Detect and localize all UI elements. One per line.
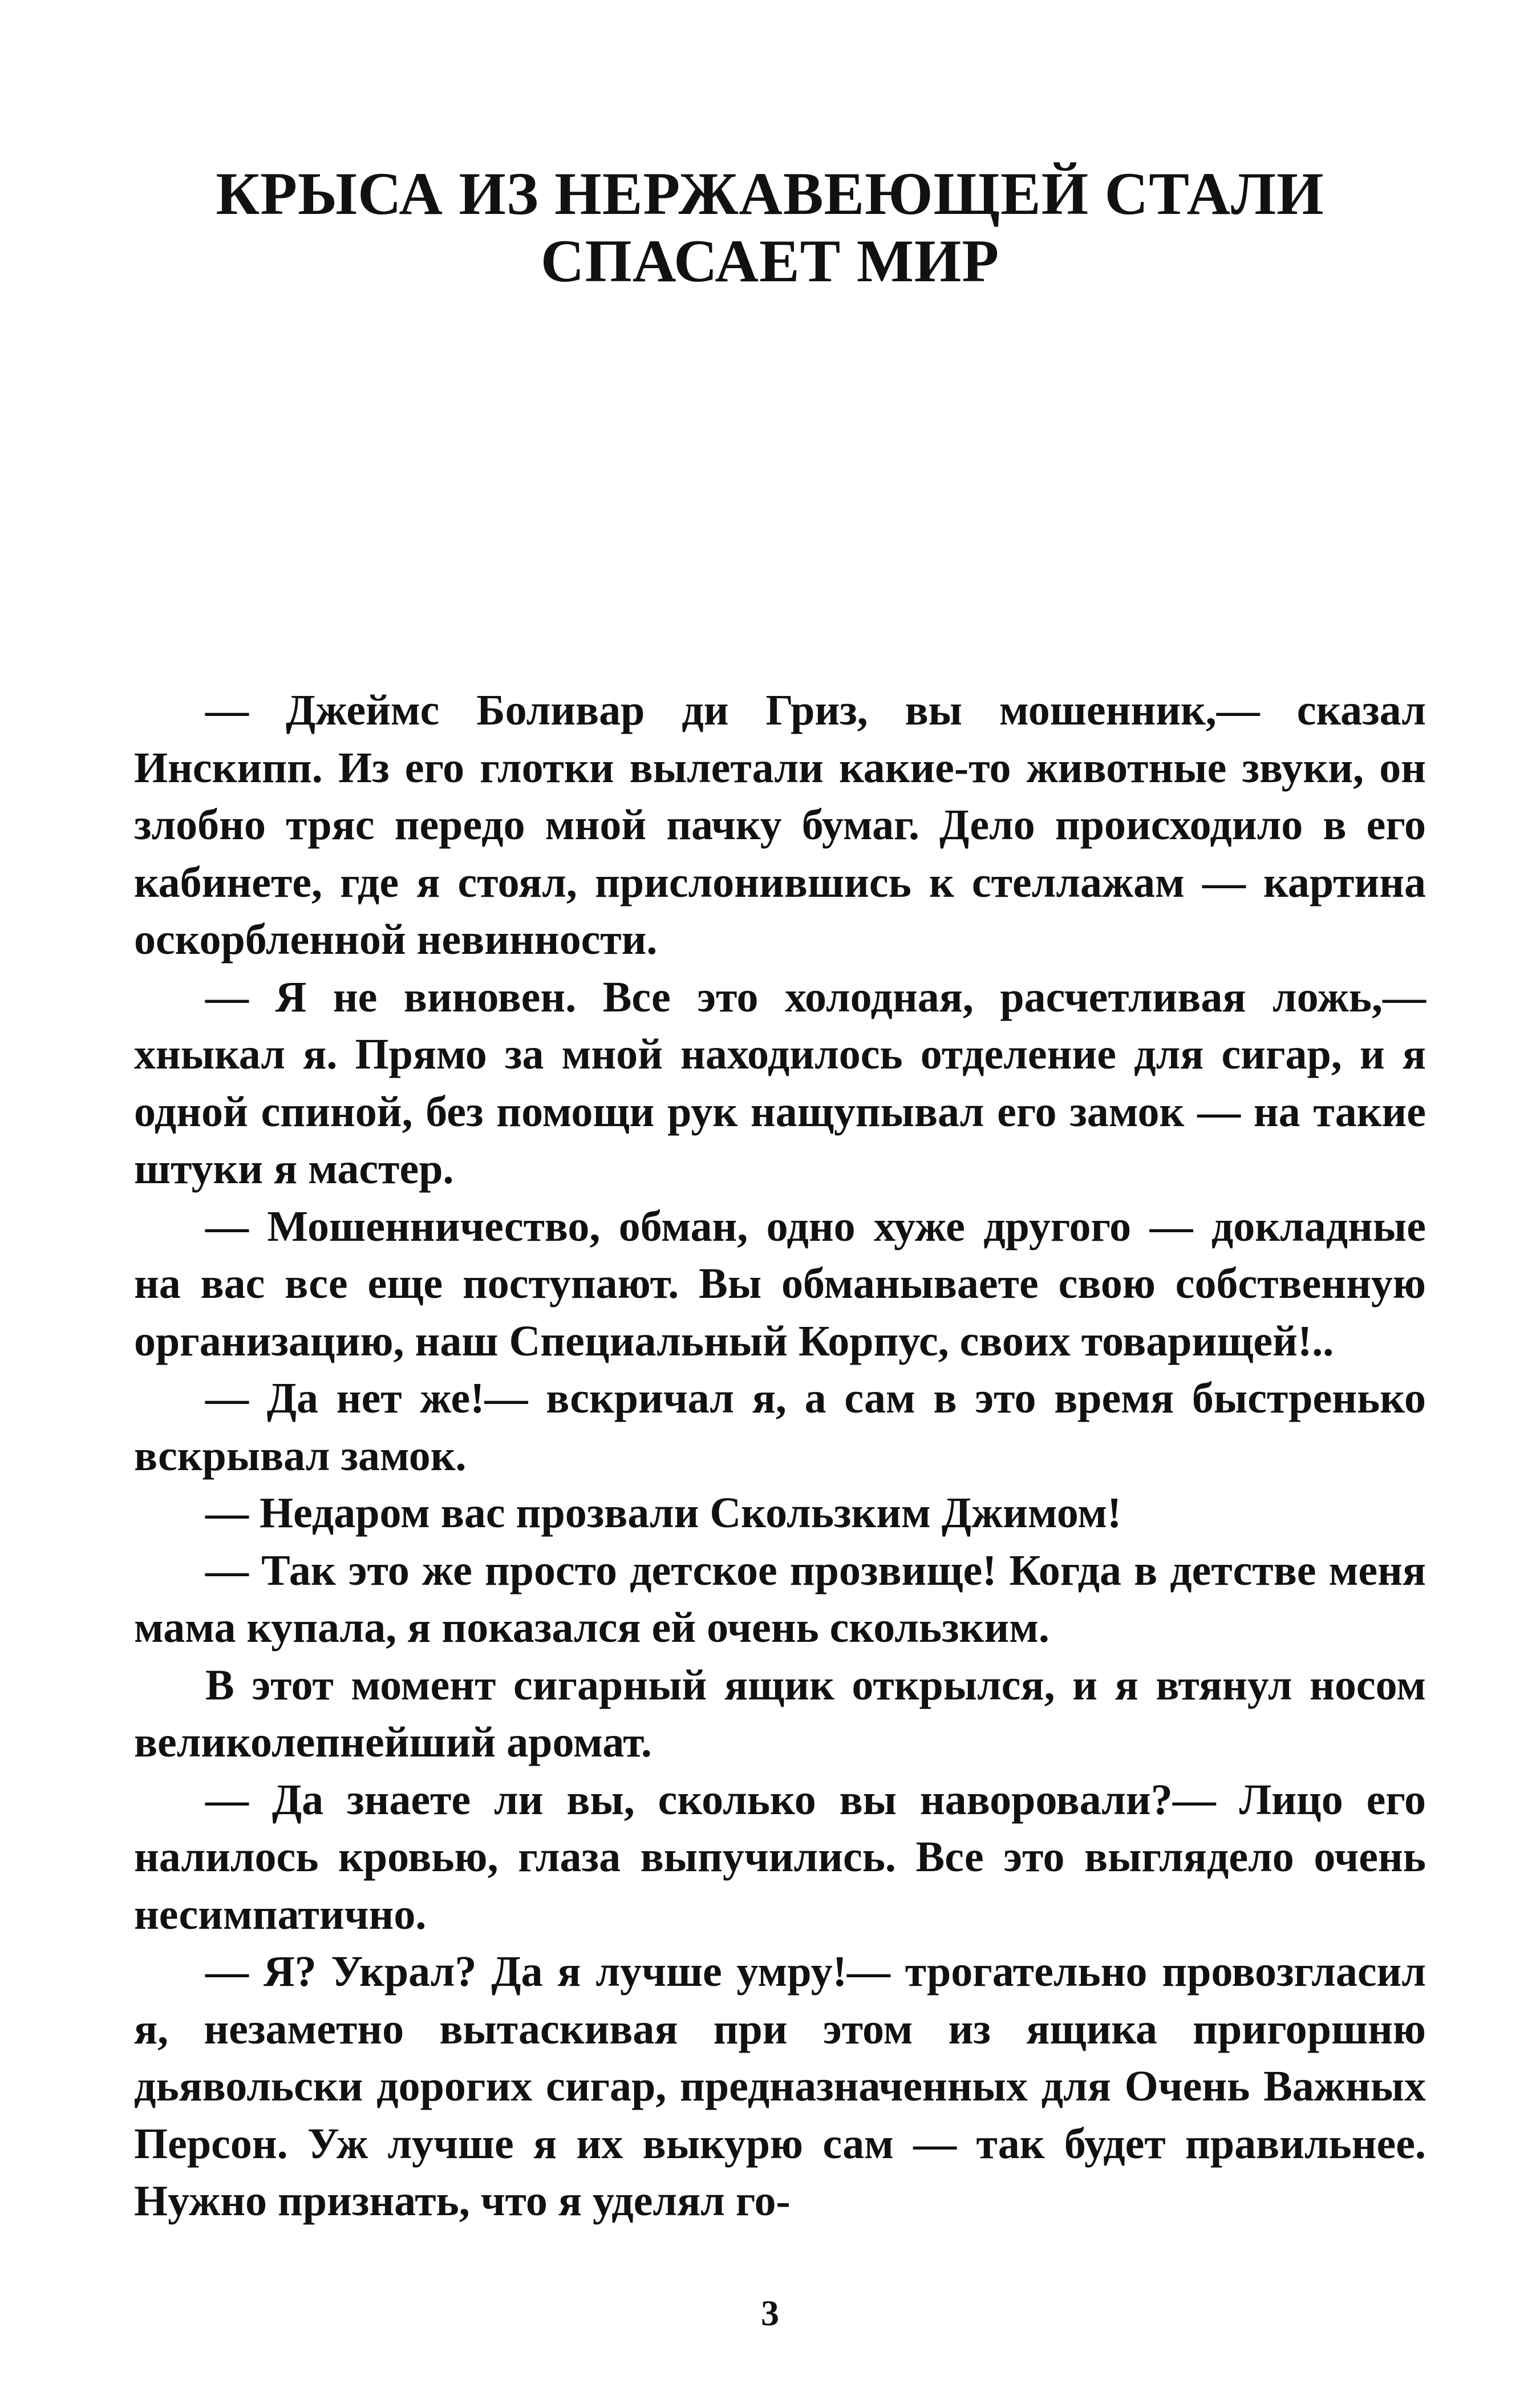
paragraph-3: — Мошенничество, обман, одно хуже другого — докладные на вас все еще поступают. Вы обманываете свою собственную организацию, наш Специальный Корпус, своих товарищей!.. — [134, 1202, 1426, 1365]
body-text — [134, 682, 1426, 2230]
page-number: 3 — [761, 2293, 779, 2333]
paragraph-1: — Джеймс Боливар ди Гриз, вы мошенник,— сказал Инскипп. Из его глотки вылетали какие-то животные звуки, он злобно тряс передо мной пачку бумаг. Дело происходило в его кабинете, где я стоял, прислонившись к стеллажам — картина оскорбленной невинности. — [134, 686, 1426, 964]
paragraph-5: — Недаром вас прозвали Скользким Джимом! — [205, 1489, 1122, 1537]
paragraph-6: — Так это же просто детское прозвище! Когда в детстве меня мама купала, я показался ей очень скользким. — [134, 1546, 1426, 1652]
paragraph-9: — Я? Украл? Да я лучше умру!— трогательно провозгласил я, незаметно вытаскивая при этом из ящика пригоршню дьявольски дорогих сигар, предназначенных для Очень Важных Персон. Уж лучше я их выкурю сам — так будет правильнее. Нужно признать, что я уделял го- — [134, 1948, 1426, 2225]
paragraph-4: — Да нет же!— вскричал я, а сам в это время быстренько вскрывал замок. — [134, 1374, 1426, 1480]
paragraph-8: — Да знаете ли вы, сколько вы наворовали?— Лицо его налилось кровью, глаза выпучились. Все это выглядело очень несимпатично. — [134, 1775, 1426, 1938]
paragraph-2: — Я не виновен. Все это холодная, расчетливая ложь,— хныкал я. Прямо за мной находилось отделение для сигар, и я одной спиной, без помощи рук нащупывал его замок — на такие штуки я мастер. — [134, 973, 1426, 1193]
paragraph-7: В этот момент сигарный ящик открылся, и я втянул носом великолепнейший аромат. — [134, 1661, 1426, 1766]
chapter-title — [0, 160, 1540, 295]
chapter-title-line-1: КРЫСА ИЗ НЕРЖАВЕЮЩЕЙ СТАЛИ — [216, 160, 1324, 228]
chapter-title-line-2: СПАСАЕТ МИР — [540, 228, 1000, 295]
